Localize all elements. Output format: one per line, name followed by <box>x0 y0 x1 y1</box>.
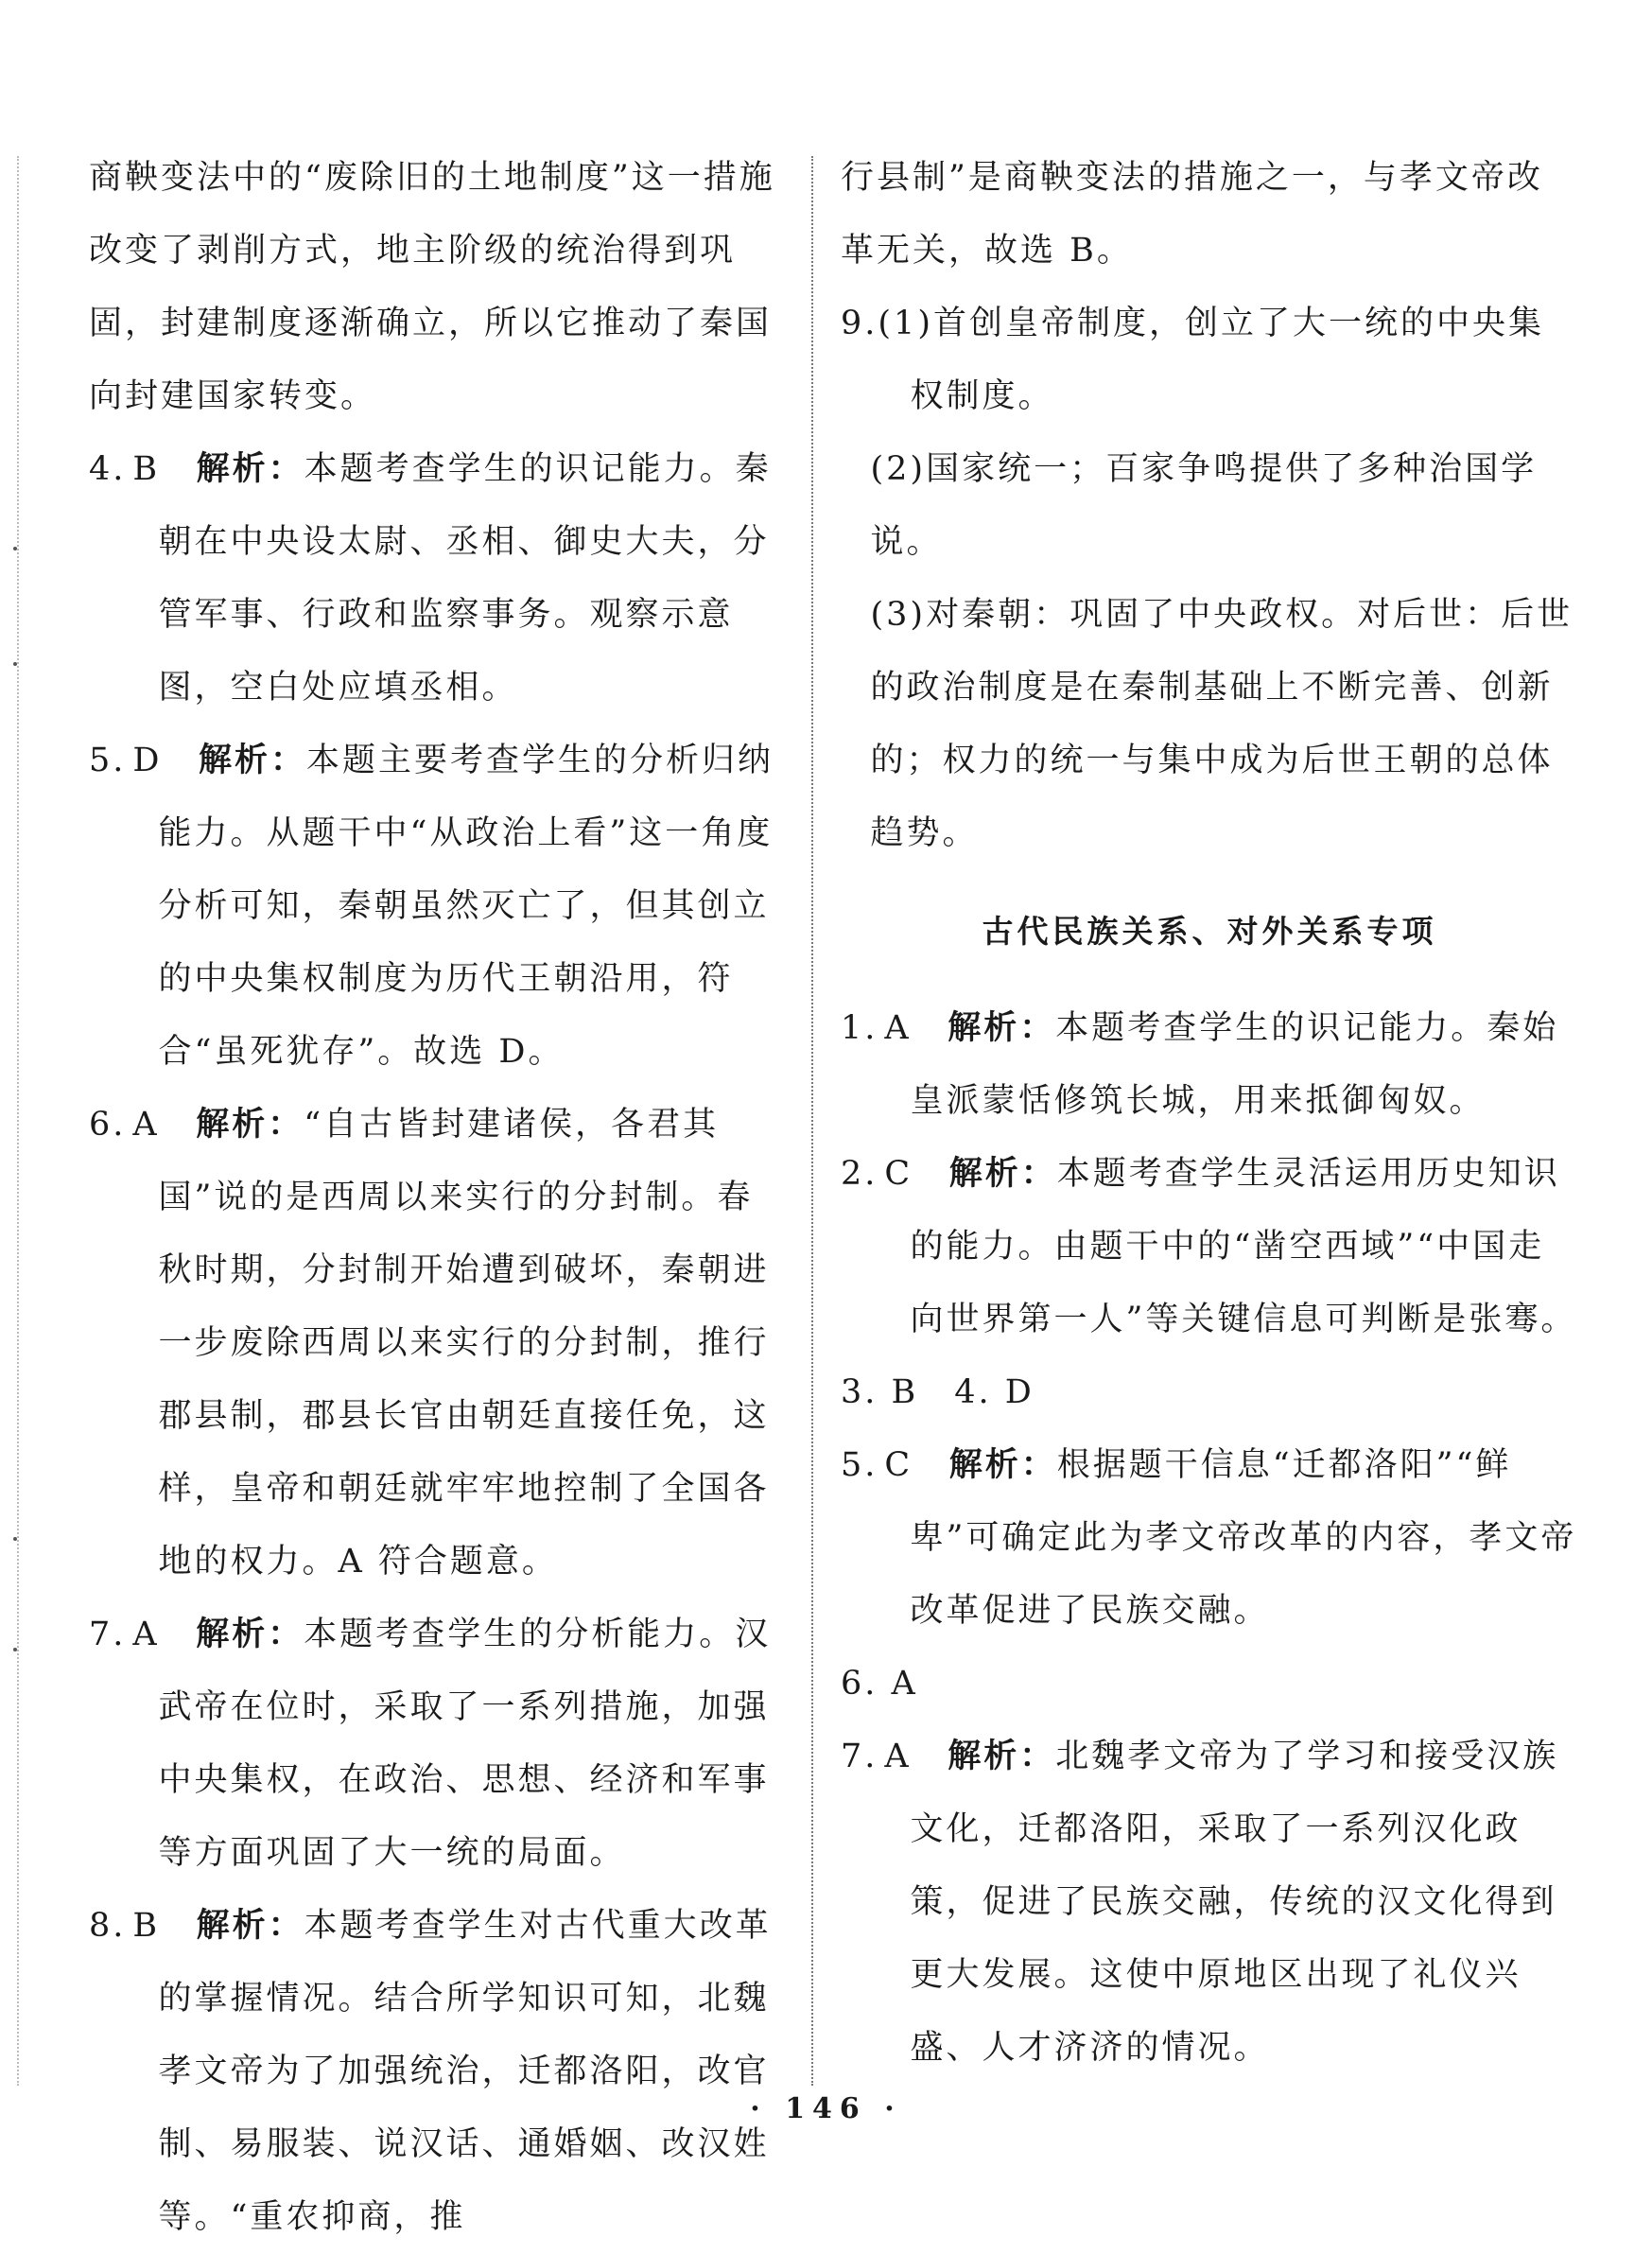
item-number: 5. <box>89 742 127 779</box>
answer-part-1: (1)首创皇帝制度，创立了大一统的中央集权制度。 <box>878 305 1544 415</box>
continued-paragraph: 行县制”是商鞅变法的措施之一，与孝文帝改革无关，故选 B。 <box>841 159 1543 270</box>
answer-letter: B <box>132 1907 161 1945</box>
right-column <box>841 142 1578 2085</box>
analysis-text: 本题考查学生灵活运用历史知识的能力。由题干中的“凿空西域”“中国走向世界第一人”等关键信息可判断是张骞。 <box>910 1155 1577 1338</box>
answer-item-1 <box>841 992 1578 1138</box>
answer-item-5 <box>841 1429 1578 1648</box>
answer-letter: A <box>884 1738 912 1775</box>
analysis-label: 解析： <box>196 1106 304 1144</box>
analysis-text: 本题主要考查学生的分析归纳能力。从题干中“从政治上看”这一角度分析可知，秦朝虽然灭亡了，但其创立的中央集权制度为历代王朝沿用，符合“虽死犹存”。故选 D。 <box>158 742 774 1071</box>
answer-letter: A <box>132 1106 160 1144</box>
analysis-text: 根据题干信息“迁都洛阳”“鲜卑”可确定此为孝文帝改革的内容，孝文帝改革促进了民族交融。 <box>910 1446 1577 1630</box>
analysis-label: 解析： <box>198 742 306 779</box>
analysis-label: 解析： <box>196 1907 304 1945</box>
item-number: 5. <box>841 1446 878 1484</box>
answer-letter: B <box>132 450 161 488</box>
item-number: 8. <box>89 1907 127 1945</box>
analysis-text: 本题考查学生的识记能力。秦始皇派蒙恬修筑长城，用来抵御匈奴。 <box>910 1009 1559 1120</box>
answer-item-7 <box>841 1721 1578 2085</box>
answer-item-4 <box>89 433 789 725</box>
answer-item-8 <box>89 1890 789 2254</box>
answer-item-2 <box>841 1138 1578 1356</box>
answer-letter: A <box>884 1009 912 1047</box>
answer-item-6 <box>89 1089 789 1599</box>
column-divider <box>811 156 813 2086</box>
item-number: 1. <box>841 1009 878 1047</box>
analysis-label: 解析： <box>196 450 304 488</box>
analysis-label: 解析： <box>948 1009 1056 1047</box>
answer-letter: C <box>884 1155 913 1193</box>
answer-part-2: (2)国家统一；百家争鸣提供了多种治国学说。 <box>870 450 1538 561</box>
analysis-text: 本题考查学生的识记能力。秦朝在中央设太尉、丞相、御史大夫，分管军事、行政和监察事务。观察示意图，空白处应填丞相。 <box>158 450 772 707</box>
item-number: 2. <box>841 1155 878 1193</box>
answer-items-3-4: 3. B 4. D <box>841 1373 1035 1411</box>
analysis-text: 本题考查学生的分析能力。汉武帝在位时，采取了一系列措施，加强中央集权，在政治、思想、经济和军事等方面巩固了大一统的局面。 <box>158 1616 772 1872</box>
analysis-label: 解析： <box>948 1155 1057 1193</box>
answer-letter: C <box>884 1446 913 1484</box>
item-number: 4. <box>89 450 127 488</box>
footer-dot: · <box>750 2092 768 2125</box>
item-number: 6. <box>89 1106 127 1144</box>
answer-letter: A <box>132 1616 160 1653</box>
margin-dot <box>13 547 17 550</box>
analysis-label: 解析： <box>948 1446 1057 1484</box>
page-number: 146 <box>785 2092 867 2125</box>
page-footer <box>0 2092 1652 2125</box>
footer-dot: · <box>884 2092 902 2125</box>
answer-part-3: (3)对秦朝：巩固了中央政权。对后世：后世的政治制度是在秦制基础上不断完善、创新的；权力的统一与集中成为后世王朝的总体趋势。 <box>870 596 1574 852</box>
analysis-label: 解析： <box>196 1616 304 1653</box>
continued-paragraph: 商鞅变法中的“废除旧的土地制度”这一措施改变了剥削方式，地主阶级的统治得到巩固，封建制度逐渐确立，所以它推动了秦国向封建国家转变。 <box>89 159 775 415</box>
item-number: 7. <box>89 1616 127 1653</box>
answer-letter: D <box>132 742 163 779</box>
left-column <box>89 142 789 2254</box>
margin-dot <box>13 1648 17 1651</box>
analysis-label: 解析： <box>948 1738 1056 1775</box>
section-heading: 古代民族关系、对外关系专项 <box>982 913 1437 950</box>
left-margin-guide <box>17 156 19 2086</box>
item-number: 9. <box>841 305 878 342</box>
answer-item-6: 6. A <box>841 1665 918 1703</box>
margin-dot <box>13 662 17 666</box>
answer-item-5 <box>89 725 789 1089</box>
answer-item-9 <box>841 288 1578 433</box>
analysis-text: “自古皆封建诸侯，各君其国”说的是西周以来实行的分封制。春秋时期，分封制开始遭到破坏，秦朝进一步废除西周以来实行的分封制，推行郡县制，郡县长官由朝廷直接任免，这样，皇帝和朝廷就牢牢地控制了全国各地的权力。A 符合题意。 <box>158 1106 770 1581</box>
analysis-text: 本题考查学生对古代重大改革的掌握情况。结合所学知识可知，北魏孝文帝为了加强统治，迁都洛阳，改官制、易服装、说汉话、通婚姻、改汉姓等。“重农抑商，推 <box>158 1907 772 2236</box>
margin-dot <box>13 1537 17 1541</box>
analysis-text: 北魏孝文帝为了学习和接受汉族文化，迁都洛阳，采取了一系列汉化政策，促进了民族交融，传统的汉文化得到更大发展。这使中原地区出现了礼仪兴盛、人才济济的情况。 <box>910 1738 1559 2067</box>
answer-item-7 <box>89 1599 789 1890</box>
item-number: 7. <box>841 1738 878 1775</box>
